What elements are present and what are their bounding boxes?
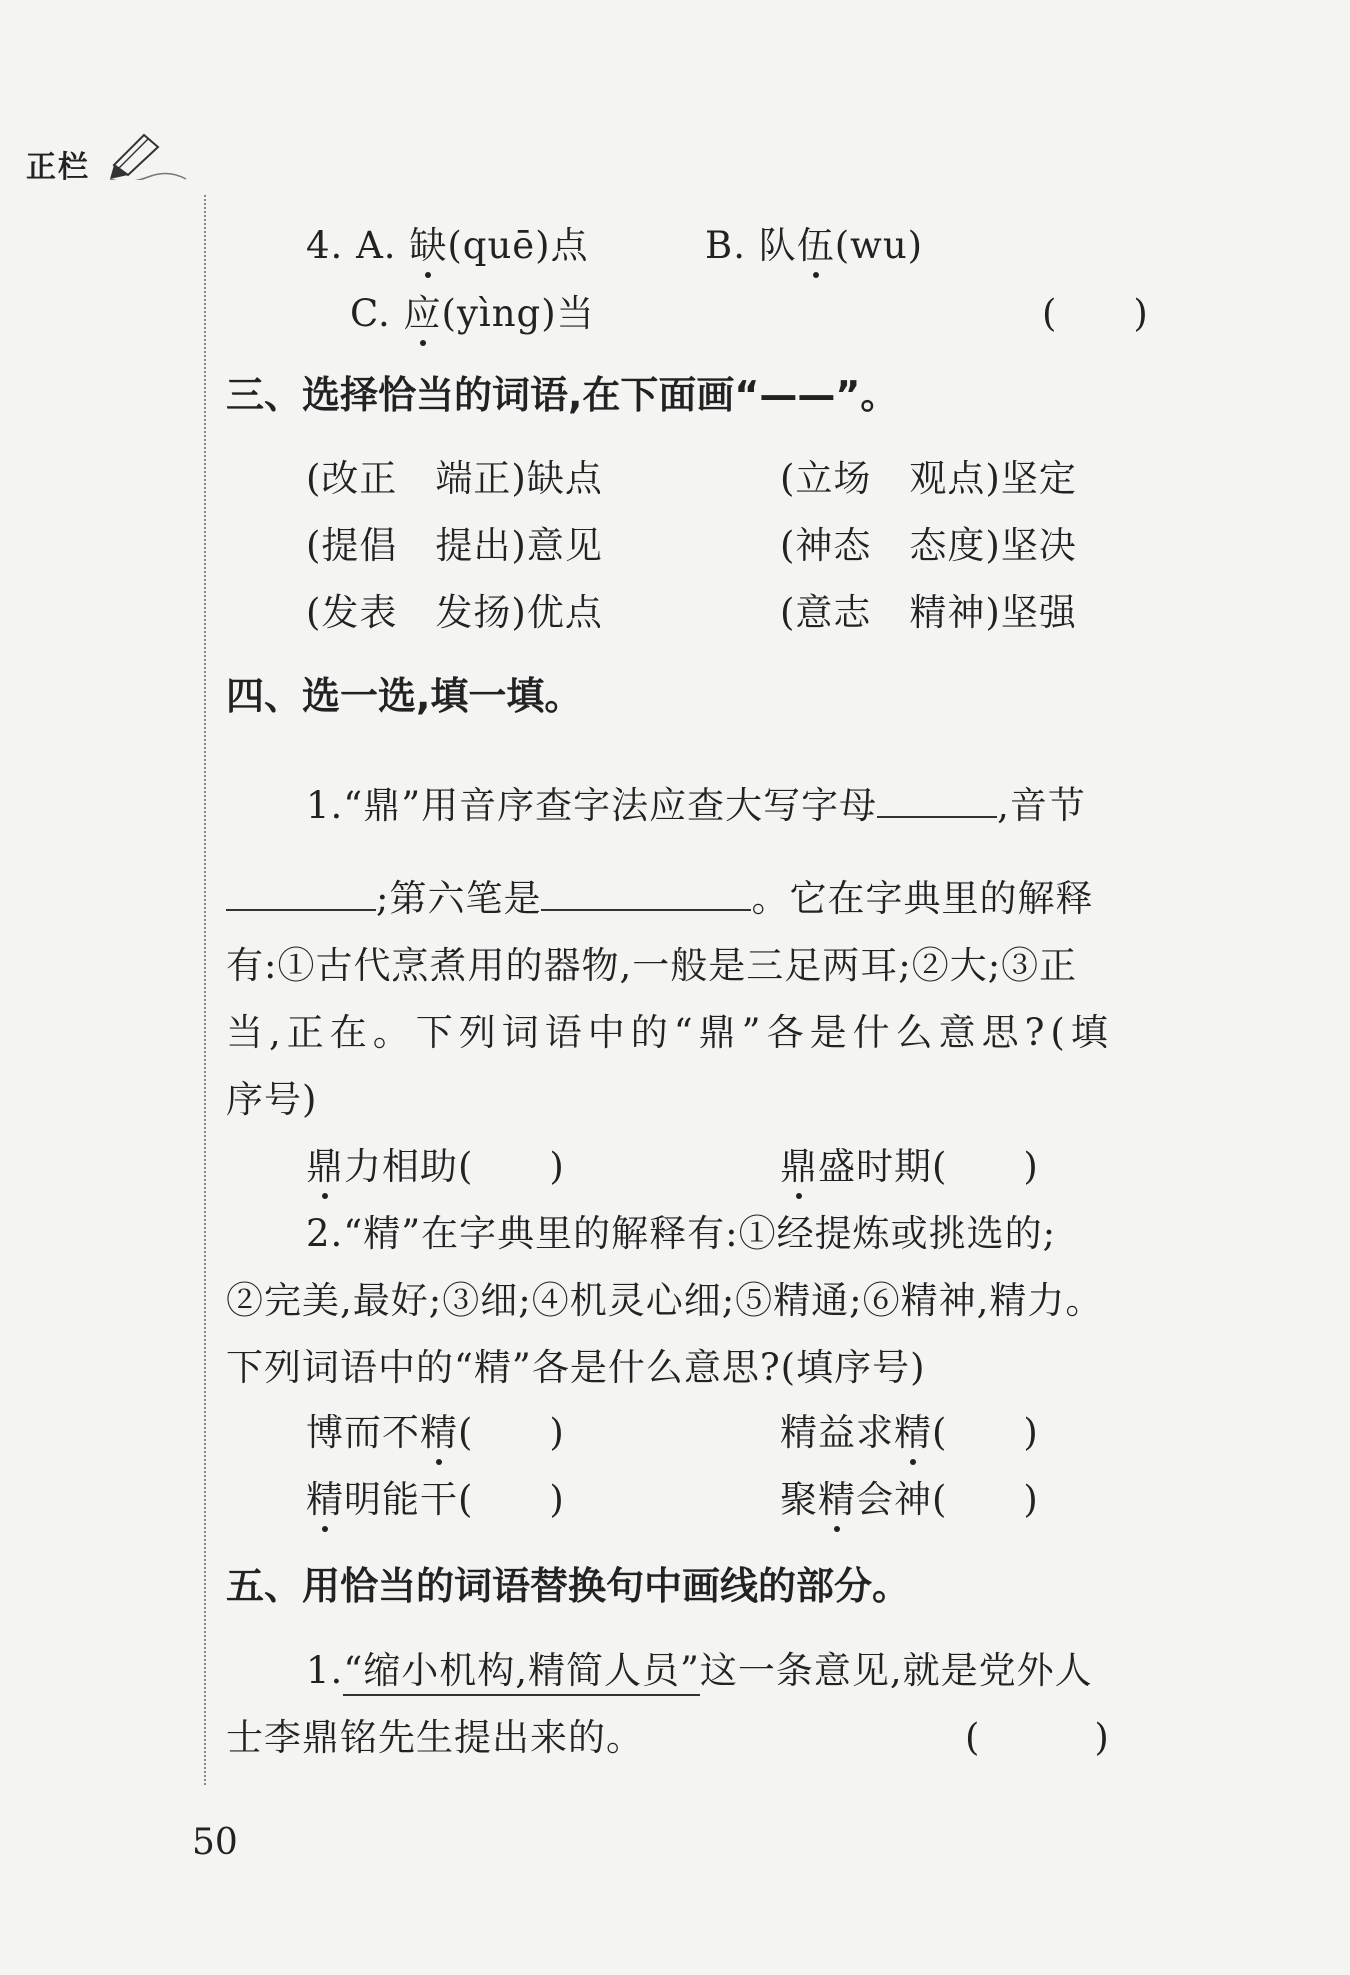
fill-blank-letter[interactable] — [877, 786, 997, 818]
emphasis-char: 伍 — [797, 215, 835, 269]
q4-option-b: B. 队伍(wu) — [705, 215, 923, 269]
emphasis-char: 精 — [818, 1469, 856, 1523]
section4-title: 四、选一选,填一填。 — [226, 674, 583, 718]
q4-option-c: C. 应(yìng)当 — [350, 283, 595, 337]
section5-line1: 1.“缩小机构,精简人员”这一条意见,就是党外人 — [306, 1640, 1093, 1694]
fill-blank-syllable[interactable] — [226, 879, 376, 911]
page-number: 50 — [192, 1822, 238, 1863]
underlined-phrase: “缩小机构,精简人员” — [343, 1649, 700, 1696]
fill-blank-stroke[interactable] — [541, 879, 751, 911]
emphasis-char: 精 — [894, 1402, 932, 1456]
section4-p2-line3: 下列词语中的“精”各是什么意思?(填序号) — [226, 1346, 926, 1389]
emphasis-char: 应 — [404, 283, 442, 337]
jing-item[interactable]: 聚精会神( ) — [780, 1469, 1039, 1523]
section5-answer-paren[interactable]: ( ) — [965, 1716, 1110, 1759]
section3-title: 三、选择恰当的词语,在下面画“——”。 — [226, 373, 899, 417]
section3-choice[interactable]: (意志 精神)坚强 — [780, 591, 1077, 634]
q4-option-a: 4. A. 缺(quē)点 — [306, 215, 589, 269]
section4-p1-line1: 1.“鼎”用音序查字法应查大写字母 ,音节 — [306, 784, 1086, 827]
section3-choice[interactable]: (神态 态度)坚决 — [780, 524, 1077, 567]
q4-answer-paren[interactable]: ( ) — [1042, 292, 1149, 335]
jing-item[interactable]: 精益求精( ) — [780, 1402, 1039, 1456]
emphasis-char: 鼎 — [780, 1136, 818, 1190]
section4-p1-line4: 当,正在。下列词语中的“鼎”各是什么意思?(填 — [226, 1011, 1114, 1054]
section4-p1-line2: ;第六笔是 。它在字典里的解释 — [226, 868, 1093, 922]
jing-item[interactable]: 博而不精( ) — [306, 1402, 565, 1456]
section4-p2-line1: 2.“精”在字典里的解释有:①经提炼或挑选的; — [306, 1212, 1057, 1255]
margin-dotted-line — [204, 195, 206, 1785]
emphasis-char: 精 — [420, 1402, 458, 1456]
section4-p2-line2: ②完美,最好;③细;④机灵心细;⑤精通;⑥精神,精力。 — [226, 1279, 1104, 1322]
section4-p1-line3: 有:①古代烹煮用的器物,一般是三足两耳;②大;③正 — [226, 944, 1078, 987]
section4-p1-line5: 序号) — [226, 1078, 318, 1121]
section3-choice[interactable]: (提倡 提出)意见 — [306, 524, 603, 567]
ding-item[interactable]: 鼎力相助( ) — [306, 1136, 565, 1190]
section3-choice[interactable]: (立场 观点)坚定 — [780, 457, 1077, 500]
section3-choice[interactable]: (发表 发扬)优点 — [306, 591, 603, 634]
section5-title: 五、用恰当的词语替换句中画线的部分。 — [226, 1564, 911, 1608]
emphasis-char: 精 — [306, 1469, 344, 1523]
section5-line2: 士李鼎铭先生提出来的。 — [226, 1716, 644, 1759]
ding-item[interactable]: 鼎盛时期( ) — [780, 1136, 1039, 1190]
brand-logo: 正栏 — [26, 150, 90, 185]
pencil-icon — [108, 125, 188, 180]
emphasis-char: 缺 — [409, 215, 447, 269]
section3-choice[interactable]: (改正 端正)缺点 — [306, 457, 603, 500]
jing-item[interactable]: 精明能干( ) — [306, 1469, 565, 1523]
emphasis-char: 鼎 — [306, 1136, 344, 1190]
